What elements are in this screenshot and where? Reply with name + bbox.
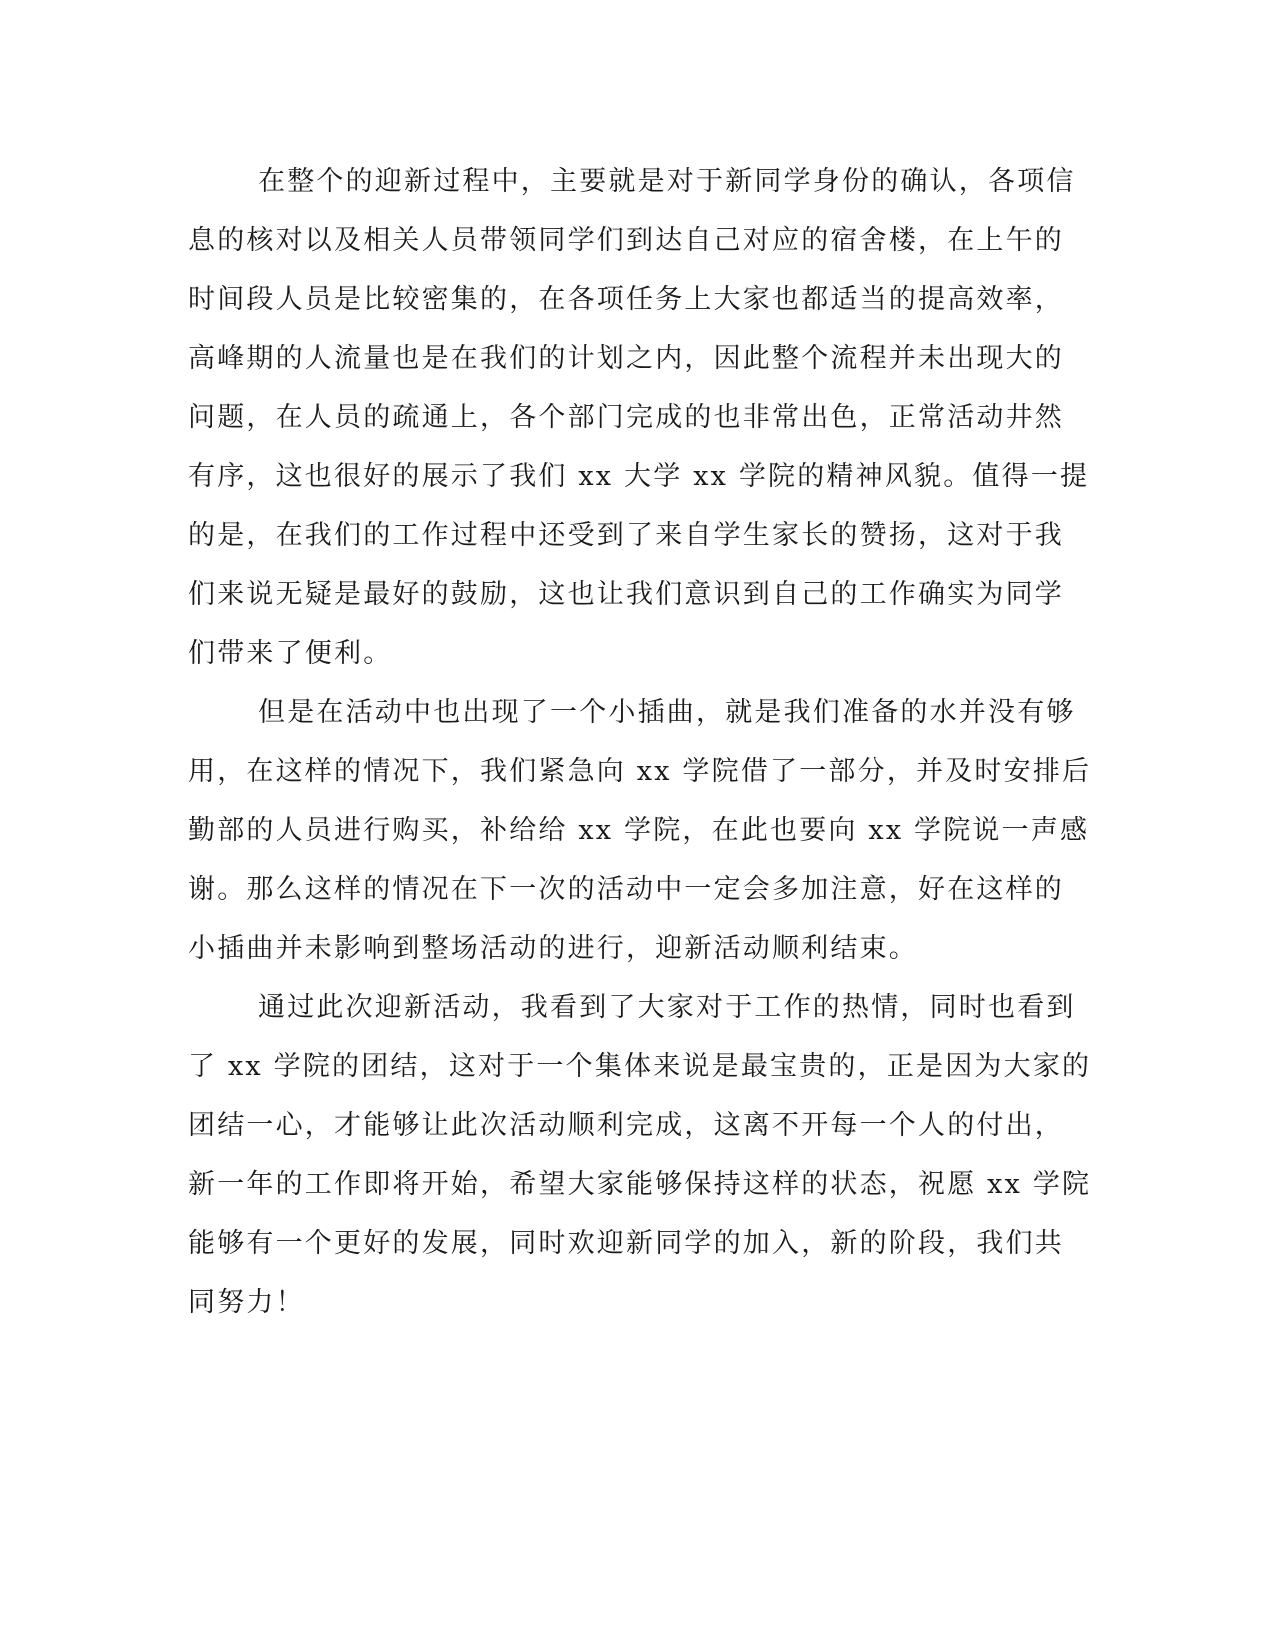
paragraph-3-line-4: 新一年的工作即将开始，希望大家能够保持这样的状态，祝愿 xx 学院 [188,1169,1092,1200]
paragraph-2-line-5: 小插曲并未影响到整场活动的进行，迎新活动顺利结束。 [188,933,918,964]
paragraph-1-line-5: 问题，在人员的疏通上，各个部门完成的也非常出色，正常活动井然 [188,402,1064,433]
paragraph-1-line-4: 高峰期的人流量也是在我们的计划之内，因此整个流程并未出现大的 [188,343,1064,374]
paragraph-1-line-3: 时间段人员是比较密集的，在各项任务上大家也都适当的提高效率， [188,284,1064,315]
paragraph-2-line-4: 谢。那么这样的情况在下一次的活动中一定会多加注意，好在这样的 [188,874,1064,905]
paragraph-1-line-6: 有序，这也很好的展示了我们 xx 大学 xx 学院的精神风貌。值得一提 [188,461,1090,492]
paragraph-3-line-6: 同努力！ [188,1287,305,1318]
paragraph-2-line-3: 勤部的人员进行购买，补给给 xx 学院，在此也要向 xx 学院说一声感 [188,815,1090,846]
paragraph-1-line-7: 的是，在我们的工作过程中还受到了来自学生家长的赞扬，这对于我 [188,520,1064,551]
paragraph-1-line-8: 们来说无疑是最好的鼓励，这也让我们意识到自己的工作确实为同学 [188,579,1064,610]
paragraph-1-line-9: 们带来了便利。 [188,638,393,669]
paragraph-2-line-1: 但是在活动中也出现了一个小插曲，就是我们准备的水并没有够 [258,697,1076,728]
paragraph-3-line-3: 团结一心，才能够让此次活动顺利完成，这离不开每一个人的付出， [188,1110,1064,1141]
paragraph-1-line-1: 在整个的迎新过程中，主要就是对于新同学身份的确认，各项信 [258,166,1076,197]
paragraph-3-line-5: 能够有一个更好的发展，同时欢迎新同学的加入，新的阶段，我们共 [188,1228,1064,1259]
paragraph-1-line-2: 息的核对以及相关人员带领同学们到达自己对应的宿舍楼，在上午的 [188,225,1064,256]
paragraph-3-line-2: 了 xx 学院的团结，这对于一个集体来说是最宝贵的，正是因为大家的 [188,1051,1092,1082]
paragraph-2-line-2: 用，在这样的情况下，我们紧急向 xx 学院借了一部分，并及时安排后 [188,756,1092,787]
paragraph-3-line-1: 通过此次迎新活动，我看到了大家对于工作的热情，同时也看到 [258,992,1076,1023]
